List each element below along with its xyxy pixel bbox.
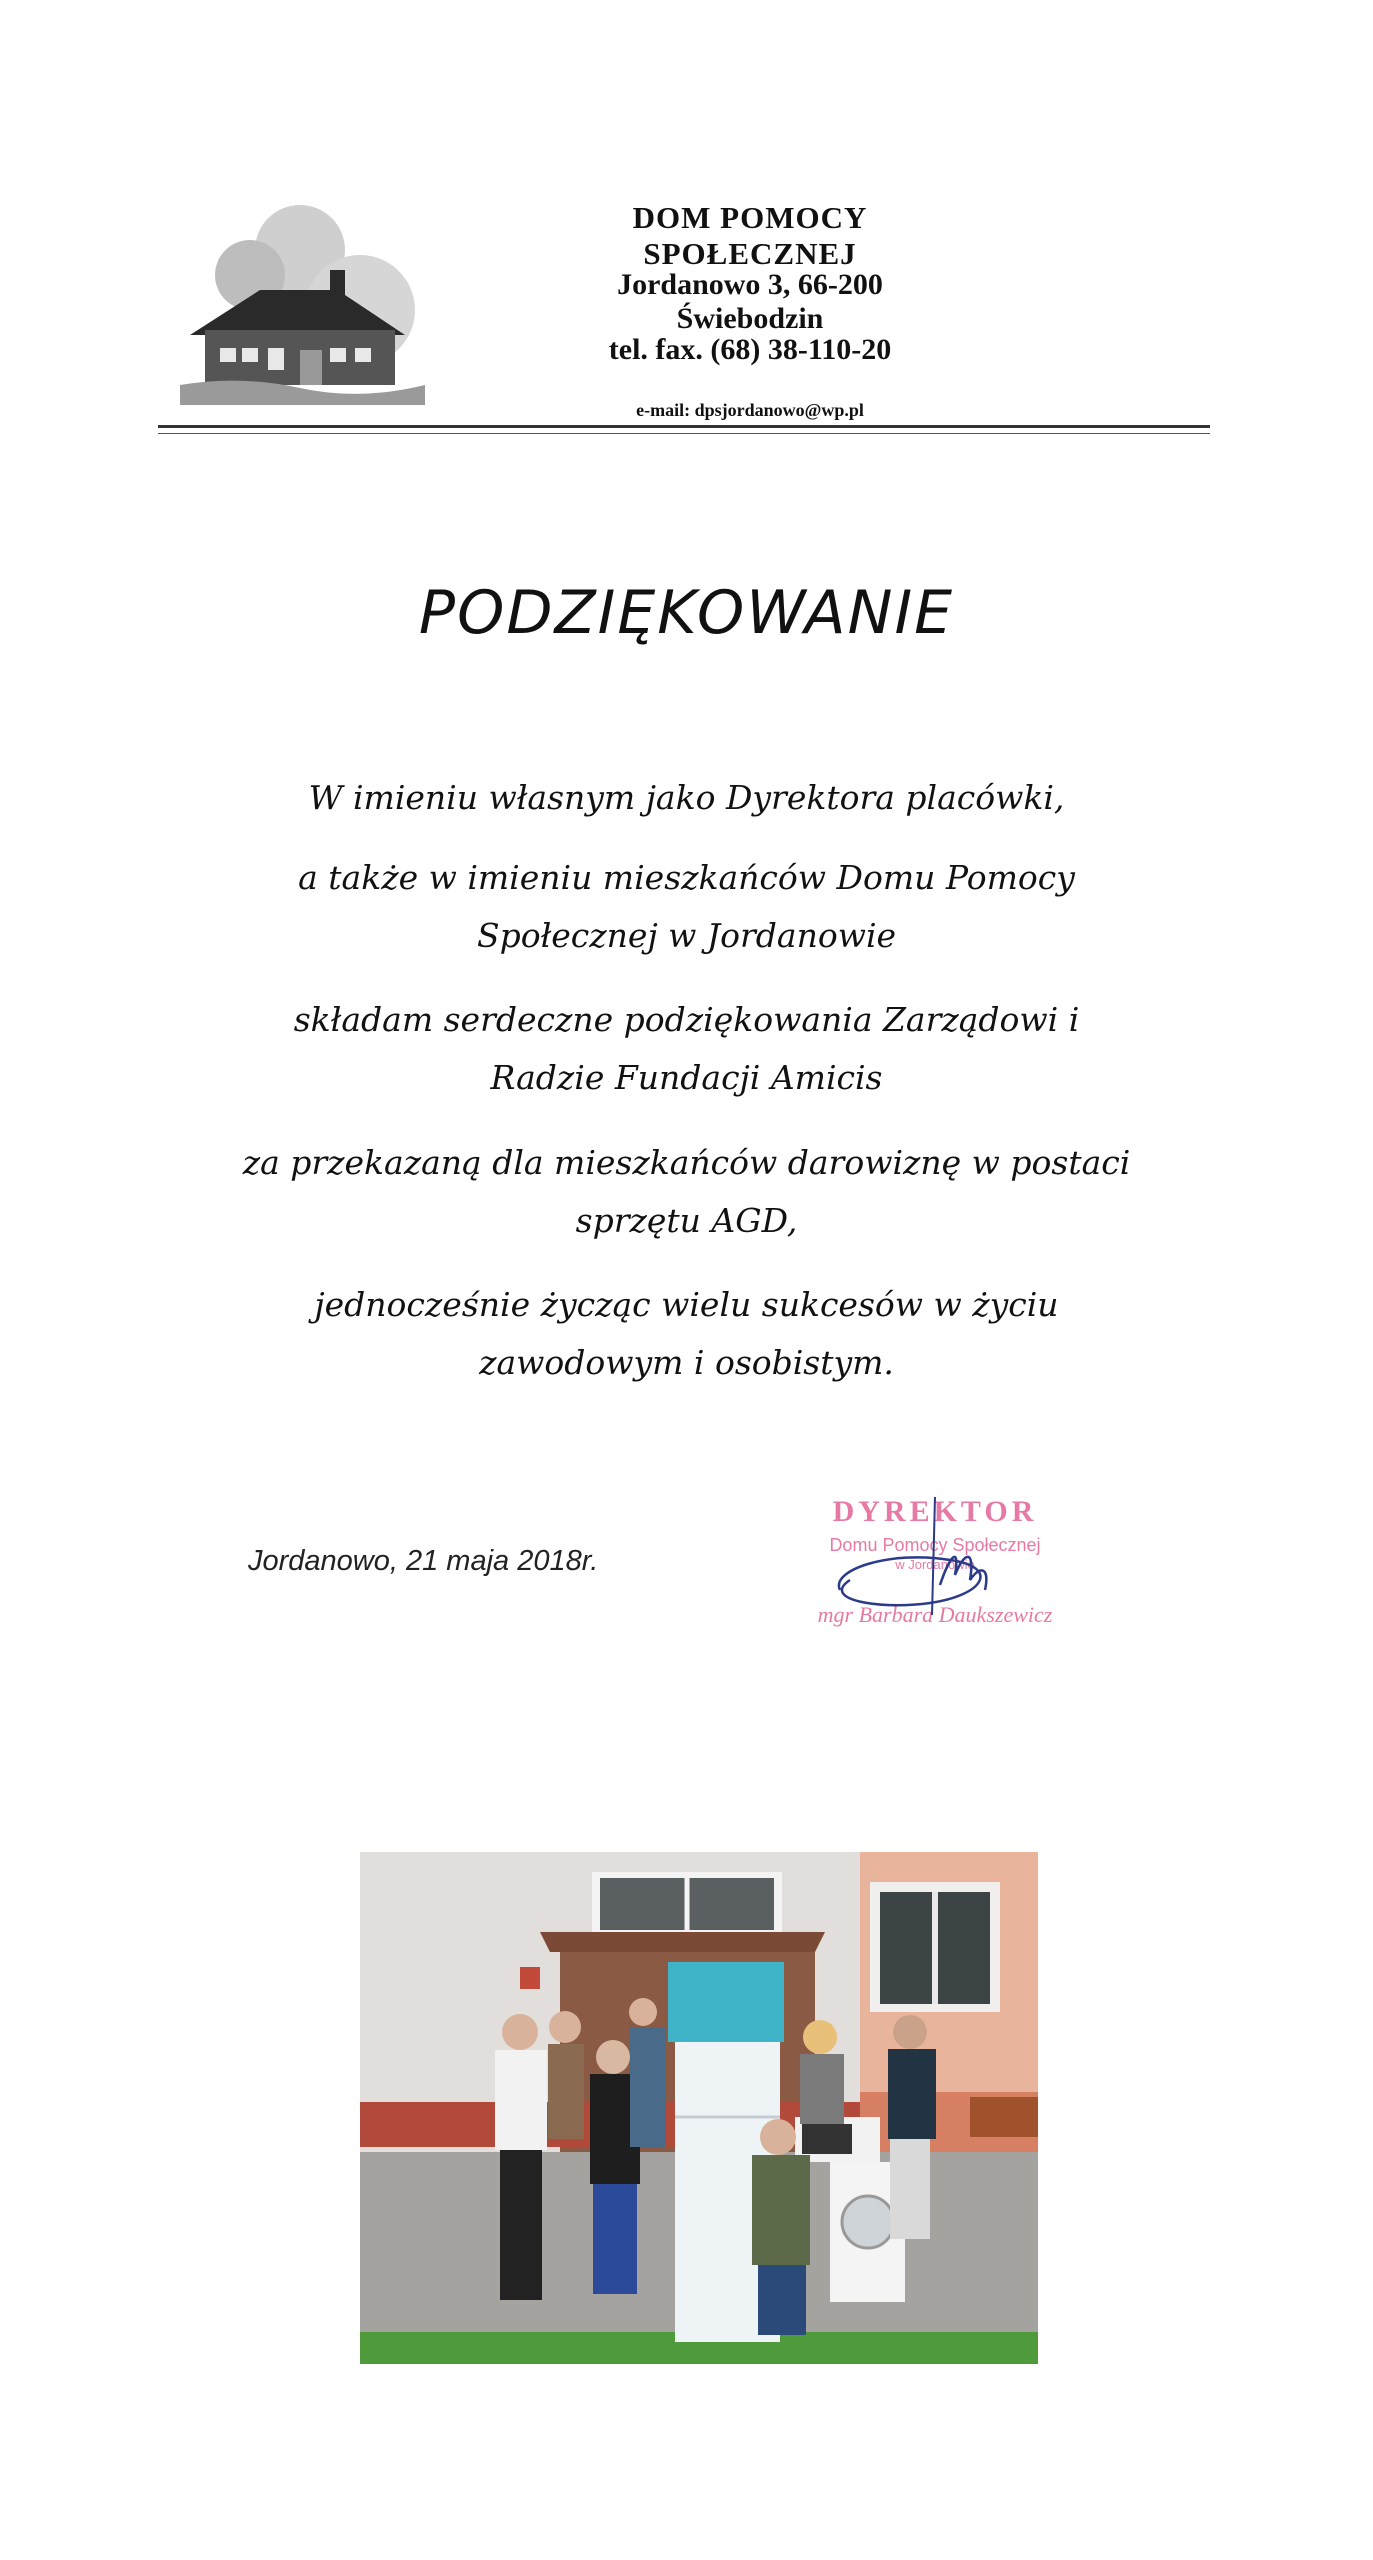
stamp-institution: Domu Pomocy Społecznej [829, 1535, 1041, 1555]
stamp-director-name: mgr Barbara Daukszewicz [817, 1602, 1053, 1627]
organization-name: DOM POMOCY SPOŁECZNEJ [632, 200, 868, 271]
organization-address: Jordanowo 3, 66-200 Świebodzin [617, 268, 883, 335]
director-stamp [800, 1495, 1070, 1645]
organization-phone: tel. fax. (68) 38-110-20 [608, 333, 892, 366]
letterhead [0, 0, 1373, 440]
handwritten-signature-icon [800, 1495, 1070, 1645]
header-divider [158, 425, 1210, 434]
body-line: a także w imieniu mieszkańców Domu Pomocy [298, 858, 1075, 897]
body-line: sprzętu AGD, [575, 1201, 798, 1240]
body-line: składam serdeczne podziękowania Zarządowi i [293, 1000, 1080, 1039]
stamp-title: DYREKTOR [832, 1495, 1038, 1528]
organization-email: e-mail: dpsjordanowo@wp.pl [636, 400, 864, 420]
letter-date: Jordanowo, 21 maja 2018r. [248, 1545, 599, 1577]
stamp-location: w Jordanowie [895, 1557, 975, 1572]
body-line: Społecznej w Jordanowie [476, 916, 897, 955]
photo-illustration [360, 1852, 1038, 2364]
letter-title: PODZIĘKOWANIE [418, 578, 955, 648]
body-line: jednocześnie życząc wielu sukcesów w życiu [314, 1285, 1059, 1324]
body-line: W imieniu własnym jako Dyrektora placówki, [308, 778, 1065, 817]
body-line: za przekazaną dla mieszkańców darowiznę w postaci [242, 1143, 1131, 1182]
body-line: Radzie Fundacji Amicis [490, 1058, 883, 1097]
body-line: zawodowym i osobistym. [479, 1343, 894, 1382]
donation-photo [360, 1852, 1038, 2364]
house-logo-icon [180, 200, 425, 405]
